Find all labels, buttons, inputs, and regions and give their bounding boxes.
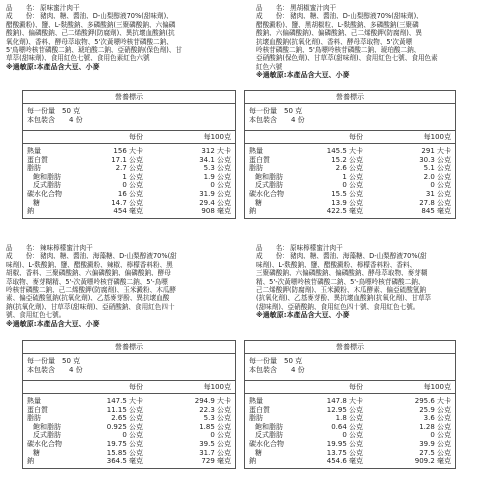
serving-size-value: 50 克	[284, 357, 303, 365]
spacer	[55, 107, 62, 115]
nutrient-name: 飽和脂肪	[33, 422, 61, 431]
product-name: 辣味檸檬蜜汁肉干	[40, 244, 93, 252]
servings-label: 本包裝含	[249, 115, 277, 124]
nutrient-name: 碳水化合物	[27, 189, 62, 198]
per-100g-value: 729 毫克	[201, 457, 231, 466]
ingredients-line: (甜味劑)、亞硝酸鈉、食用紅色四十號、食用紅色七號。	[256, 302, 420, 311]
serving-size-row	[27, 107, 231, 116]
name-label: 品 名	[6, 244, 33, 252]
per-serving-value: 0.925 公克	[106, 422, 143, 431]
nutrient-name: 蛋白質	[249, 155, 270, 164]
ingredient-block	[6, 244, 231, 329]
nutrient-name: 鈉	[27, 207, 34, 216]
serving-size-label: 每一份量	[27, 107, 55, 115]
per-100g-value: 25.9 公克	[419, 405, 451, 414]
nutrient-row	[23, 406, 235, 415]
per-serving-value: 422.5 毫克	[326, 207, 363, 216]
serving-size-value: 50 克	[284, 107, 303, 115]
nutrient-row	[23, 457, 235, 466]
spacer	[277, 357, 284, 365]
nutrient-name: 糖	[33, 448, 40, 457]
per-serving-value: 19.95 公克	[326, 439, 363, 448]
nutrition-title: 營養標示	[23, 341, 235, 354]
nutrient-name: 蛋白質	[249, 405, 270, 414]
product-name: 原味檸檬蜜汁肉干	[290, 244, 343, 252]
nutrient-name: 碳水化合物	[27, 439, 62, 448]
ingredients-row	[256, 12, 481, 20]
per-100g-header: 每100克	[423, 133, 451, 141]
ingredients-line: 萃取物、麥芽糊精、5'-次黃嘌呤核苷磷酸二鈉、5'-鳥嘌	[6, 277, 168, 286]
nutrient-name: 脂肪	[27, 414, 41, 423]
nutrient-row	[245, 440, 455, 449]
per-100g-value: 29.4 公克	[199, 198, 231, 207]
nutrient-row	[245, 156, 455, 165]
nutrient-row	[23, 440, 235, 449]
serving-size-row	[249, 357, 451, 366]
name-label: 品 名	[6, 4, 33, 12]
nutrient-row	[23, 449, 235, 458]
colon: ：	[282, 252, 289, 261]
per-serving-value: 15.85 公克	[106, 448, 143, 457]
nutrient-row	[23, 147, 235, 156]
nutrient-name: 糖	[33, 198, 40, 207]
per-100g-value: 909.2 毫克	[414, 457, 451, 466]
nutrient-row	[245, 406, 455, 415]
per-serving-value: 2.7 公克	[115, 164, 143, 173]
nutrient-row	[245, 449, 455, 458]
serving-size-label: 每一份量	[27, 357, 55, 365]
per-serving-value: 19.75 公克	[106, 439, 143, 448]
serving-size-label: 每一份量	[249, 107, 277, 115]
ingredient-block	[256, 244, 481, 320]
colon: ：	[282, 244, 289, 252]
nutrient-rows	[245, 144, 455, 216]
product-panel	[6, 244, 231, 329]
servings-per-package-row	[27, 116, 231, 125]
per-100g-value: 3.6 公克	[423, 414, 451, 423]
nutrient-row	[23, 397, 235, 406]
nutrient-rows	[23, 394, 235, 466]
servings-value: 4 份	[69, 365, 83, 374]
ingredients-line: (抗氧化劑)、乙基麥芽酚、異抗壞血酸鈉(抗氧化劑)、甘草萃	[256, 294, 432, 303]
ingredients-line: 豬肉、糖、醬油、D-山梨醇液70%(甜味劑)、	[290, 12, 423, 21]
ingredient-block	[6, 4, 231, 72]
per-serving-header: 每份	[129, 133, 143, 141]
product-panel	[6, 4, 231, 72]
ingredients-line: 紅色六號	[256, 62, 283, 71]
nutrition-facts-table	[22, 90, 236, 219]
serving-size-row	[249, 107, 451, 116]
allergen-warning: ※過敏原:本產品含大豆、小麥	[256, 71, 350, 80]
per-100g-value: 0 公克	[430, 181, 451, 190]
ingredients-label: 成 份	[256, 12, 283, 21]
per-100g-header: 每100克	[203, 383, 231, 391]
per-serving-value: 12.95 公克	[326, 405, 363, 414]
name-label: 品 名	[256, 244, 283, 252]
per-serving-value: 0 公克	[122, 431, 143, 440]
nutrient-row	[245, 199, 455, 208]
nutrient-name: 碳水化合物	[249, 439, 284, 448]
nutrient-row	[23, 181, 235, 190]
per-serving-value: 15.5 公克	[331, 189, 363, 198]
ingredients-line: 抗壞血酸鈉(抗氧化劑)、香料、酵母萃取物、5'次黃嘌	[256, 37, 413, 46]
nutrient-row	[23, 431, 235, 440]
per-100g-value: 291 大卡	[421, 147, 451, 155]
per-serving-value: 16 公克	[117, 189, 143, 198]
serving-info	[245, 354, 455, 380]
ingredients-line: 豬肉、糖、醬油、D-山梨醇液70%(甜味劑)、	[40, 12, 173, 21]
nutrient-row	[245, 181, 455, 190]
servings-label: 本包裝含	[27, 365, 55, 374]
ingredients-line: 味劑)、L-麩酸鈉、鹽、醋酸澱粉、檸檬香料粉、香料、	[256, 260, 417, 269]
ingredients-row	[6, 252, 231, 260]
nutrient-name: 糖	[255, 198, 262, 207]
spacer	[55, 366, 69, 374]
per-100g-value: 34.1 公克	[199, 155, 231, 164]
column-header	[23, 380, 235, 394]
per-100g-value: 5.3 公克	[203, 414, 231, 423]
nutrient-row	[245, 164, 455, 173]
product-panel	[256, 4, 481, 80]
per-100g-header: 每100克	[423, 383, 451, 391]
per-serving-value: 145.5 大卡	[326, 147, 363, 155]
nutrient-name: 反式脂肪	[255, 181, 283, 190]
per-100g-value: 31 公克	[425, 189, 451, 198]
nutrient-name: 熱量	[27, 397, 41, 405]
per-100g-value: 0 公克	[210, 181, 231, 190]
ingredients-line: 味劑)、L-麩酸鈉、鹽、醋酸澱粉、辣椒、檸檬香料粉、黑	[6, 260, 173, 269]
per-serving-value: 0.64 公克	[331, 422, 363, 431]
nutrient-row	[245, 431, 455, 440]
ingredients-row	[256, 252, 481, 260]
nutrient-row	[23, 164, 235, 173]
ingredients-line: 三聚磷酸鈉、六偏磷酸鈉、偏磷酸鈉、酵母萃取物、麥芽糊	[256, 269, 428, 278]
per-serving-value: 156 大卡	[113, 147, 143, 155]
per-serving-value: 1 公克	[122, 172, 143, 181]
product-panel	[256, 244, 481, 320]
nutrient-name: 飽和脂肪	[255, 172, 283, 181]
nutrient-name: 脂肪	[249, 414, 263, 423]
nutrient-name: 反式脂肪	[33, 431, 61, 440]
nutrient-name: 熱量	[249, 397, 263, 405]
ingredients-line: 精、5'-次黃嘌呤核苷磷酸二鈉、5'-鳥嘌呤核苷磷酸二鈉、	[256, 277, 425, 286]
nutrient-name: 蛋白質	[27, 405, 48, 414]
ingredients-line: 素、偏亞硫酸氫鈉(抗氧化劑)、乙基麥芽酚、異抗壞血酸	[6, 294, 170, 303]
nutrient-name: 鈉	[249, 207, 256, 216]
nutrient-rows	[23, 144, 235, 216]
nutrient-row	[23, 156, 235, 165]
per-serving-value: 0 公克	[122, 181, 143, 190]
per-serving-value: 15.2 公克	[331, 155, 363, 164]
allergen-warning: ※過敏原:本產品含大豆、小麥	[256, 311, 350, 320]
ingredients-line: 醋酸澱粉)、鹽、L-麩酸鈉、多磷酸鈉(三聚磷酸鈉、六偏磷	[6, 20, 176, 29]
per-serving-value: 364.5 毫克	[106, 457, 143, 466]
ingredients-line: 5'鳥嘌呤核苷磷酸二鈉、琥珀酸二鈉、亞硝酸鈉(保色劑)、甘	[6, 46, 182, 55]
ingredients-line: 草萃(甜味劑)、食用紅色七號、食用色素紅色六號	[6, 54, 150, 63]
per-serving-value: 17.1 公克	[111, 155, 143, 164]
ingredients-line: 號、食用紅色七號。	[6, 311, 66, 320]
per-serving-value: 13.9 公克	[331, 198, 363, 207]
per-100g-value: 5.1 公克	[423, 164, 451, 173]
servings-value: 4 份	[291, 115, 305, 124]
per-100g-value: 5.3 公克	[203, 164, 231, 173]
nutrient-row	[23, 199, 235, 208]
per-100g-value: 30.3 公克	[419, 155, 451, 164]
serving-size-label: 每一份量	[249, 357, 277, 365]
per-100g-value: 295.6 大卡	[414, 397, 451, 405]
nutrition-facts-table	[244, 90, 456, 219]
ingredients-line: 醋酸澱粉)、鹽、黑胡椒粒、L-麩酸鈉、多磷酸鈉(三聚磷	[256, 20, 419, 29]
product-name: 原味蜜汁肉干	[40, 4, 80, 12]
serving-size-value: 50 克	[62, 357, 81, 365]
servings-per-package-row	[249, 116, 451, 125]
spacer	[55, 357, 62, 365]
per-serving-value: 13.75 公克	[326, 448, 363, 457]
nutrient-name: 熱量	[249, 147, 263, 155]
ingredients-line: 豬肉、糖、醬油、海藻糖、D-山梨醇液70%(甜	[40, 252, 177, 261]
per-100g-value: 31.9 公克	[199, 189, 231, 198]
per-100g-value: 1.9 公克	[203, 172, 231, 181]
per-100g-value: 0 公克	[430, 431, 451, 440]
ingredients-label: 成 份	[6, 12, 33, 21]
nutrient-name: 反式脂肪	[33, 181, 61, 190]
nutrient-name: 熱量	[27, 147, 41, 155]
nutrient-row	[245, 397, 455, 406]
per-100g-value: 1.28 公克	[419, 422, 451, 431]
per-100g-value: 312 大卡	[201, 147, 231, 155]
per-100g-value: 39.9 公克	[419, 439, 451, 448]
per-100g-value: 2.0 公克	[423, 172, 451, 181]
colon: ：	[32, 4, 39, 12]
per-serving-value: 1.8 公克	[335, 414, 363, 423]
nutrition-title: 營養標示	[245, 91, 455, 104]
nutrient-row	[23, 190, 235, 199]
nutrient-name: 脂肪	[27, 164, 41, 173]
per-100g-value: 908 毫克	[201, 207, 231, 216]
per-100g-value: 27.5 公克	[419, 448, 451, 457]
per-serving-value: 1 公克	[342, 172, 363, 181]
nutrient-name: 蛋白質	[27, 155, 48, 164]
allergen-warning: ※過敏原:本產品含大豆、小麥	[6, 62, 100, 71]
per-serving-value: 2.65 公克	[111, 414, 143, 423]
colon: ：	[32, 12, 39, 21]
ingredients-row	[6, 12, 231, 20]
ingredients-label: 成 份	[6, 252, 33, 261]
ingredients-line: 胡椒、香料、三聚磷酸鈉、六偏磷酸鈉、偏磷酸鈉、酵母	[6, 269, 171, 278]
nutrient-name: 反式脂肪	[255, 431, 283, 440]
spacer	[55, 116, 69, 124]
spacer	[277, 366, 291, 374]
servings-value: 4 份	[291, 365, 305, 374]
nutrient-row	[245, 207, 455, 216]
per-serving-value: 147.5 大卡	[106, 397, 143, 405]
per-100g-value: 845 毫克	[421, 207, 451, 216]
ingredients-line: 亞硝酸鈉(保色劑)、甘草萃(甜味劑)、食用紅色七號、食用色素	[256, 54, 438, 63]
per-serving-value: 0 公克	[342, 181, 363, 190]
per-serving-header: 每份	[129, 383, 143, 391]
per-serving-header: 每份	[349, 383, 363, 391]
nutrition-facts-table	[244, 340, 456, 469]
per-serving-value: 454.6 毫克	[326, 457, 363, 466]
nutrient-name: 碳水化合物	[249, 189, 284, 198]
nutrient-name: 飽和脂肪	[33, 172, 61, 181]
serving-size-row	[27, 357, 231, 366]
per-serving-header: 每份	[349, 133, 363, 141]
ingredients-line: 酸鈉、六偏磷酸鈉)、偏磷酸鈉、己二烯酸鉀(防腐劑)、異	[256, 29, 422, 38]
nutrient-row	[245, 147, 455, 156]
per-serving-value: 11.15 公克	[106, 405, 143, 414]
ingredients-label: 成 份	[256, 252, 283, 261]
nutrient-row	[245, 190, 455, 199]
per-100g-header: 每100克	[203, 133, 231, 141]
nutrition-title: 營養標示	[245, 341, 455, 354]
ingredients-line: 呤核苷磷酸二鈉、5'鳥嘌呤核苷磷酸二鈉、琥珀酸二鈉、	[256, 46, 421, 55]
nutrient-rows	[245, 394, 455, 466]
serving-info	[23, 104, 235, 130]
per-100g-value: 294.9 大卡	[194, 397, 231, 405]
allergen-warning: ※過敏原:本產品含大豆、小麥	[6, 319, 100, 328]
nutrient-name: 飽和脂肪	[255, 422, 283, 431]
ingredients-line: 豬肉、糖、醬油、海藻糖、D-山梨醇液70%(甜	[290, 252, 427, 261]
nutrient-name: 糖	[255, 448, 262, 457]
nutrition-facts-table	[22, 340, 236, 469]
per-100g-value: 1.85 公克	[199, 422, 231, 431]
per-100g-value: 39.5 公克	[199, 439, 231, 448]
per-serving-value: 454 毫克	[113, 207, 143, 216]
serving-info	[245, 104, 455, 130]
nutrient-row	[245, 414, 455, 423]
ingredients-line: 呤核苷磷酸二鈉、己二烯酸鉀(防腐劑)、玉米澱粉、木瓜酵	[6, 286, 176, 295]
nutrient-row	[23, 414, 235, 423]
per-100g-value: 27.8 公克	[419, 198, 451, 207]
column-header	[245, 130, 455, 144]
spacer	[277, 107, 284, 115]
colon: ：	[282, 4, 289, 12]
colon: ：	[32, 252, 39, 261]
ingredients-line: 酸鈉)、偏磷酸鈉、己二烯酸鉀(防腐劑)、異抗壞血酸鈉(抗	[6, 29, 175, 38]
column-header	[245, 380, 455, 394]
ingredients-line: 氧化劑)、香料、酵母萃取物、5'次黃嘌呤核苷磷酸二鈉、	[6, 37, 173, 46]
servings-value: 4 份	[69, 115, 83, 124]
nutrient-row	[23, 207, 235, 216]
nutrition-title: 營養標示	[23, 91, 235, 104]
per-100g-value: 31.7 公克	[199, 448, 231, 457]
column-header	[23, 130, 235, 144]
per-serving-value: 2.6 公克	[335, 164, 363, 173]
ingredients-line: 鈉(抗氧化劑)、甘草萃(甜味劑)、亞硝酸鈉、食用紅色四十	[6, 302, 175, 311]
per-serving-value: 147.8 大卡	[326, 397, 363, 405]
nutrient-row	[245, 457, 455, 466]
nutrient-name: 脂肪	[249, 164, 263, 173]
per-100g-value: 22.3 公克	[199, 405, 231, 414]
colon: ：	[282, 12, 289, 21]
per-100g-value: 0 公克	[210, 431, 231, 440]
spacer	[277, 116, 291, 124]
ingredients-line: 己二烯酸鉀(防腐劑)、玉米澱粉、木瓜酵素、偏亞硫酸氫鈉	[256, 286, 426, 295]
servings-per-package-row	[249, 366, 451, 375]
serving-info	[23, 354, 235, 380]
servings-label: 本包裝含	[27, 115, 55, 124]
serving-size-value: 50 克	[62, 107, 81, 115]
colon: ：	[32, 244, 39, 252]
per-serving-value: 14.7 公克	[111, 198, 143, 207]
servings-label: 本包裝含	[249, 365, 277, 374]
servings-per-package-row	[27, 366, 231, 375]
nutrient-name: 鈉	[249, 457, 256, 466]
ingredient-block	[256, 4, 481, 80]
per-serving-value: 0 公克	[342, 431, 363, 440]
name-label: 品 名	[256, 4, 283, 12]
product-name: 黑胡椒蜜汁肉干	[290, 4, 337, 12]
nutrient-name: 鈉	[27, 457, 34, 466]
